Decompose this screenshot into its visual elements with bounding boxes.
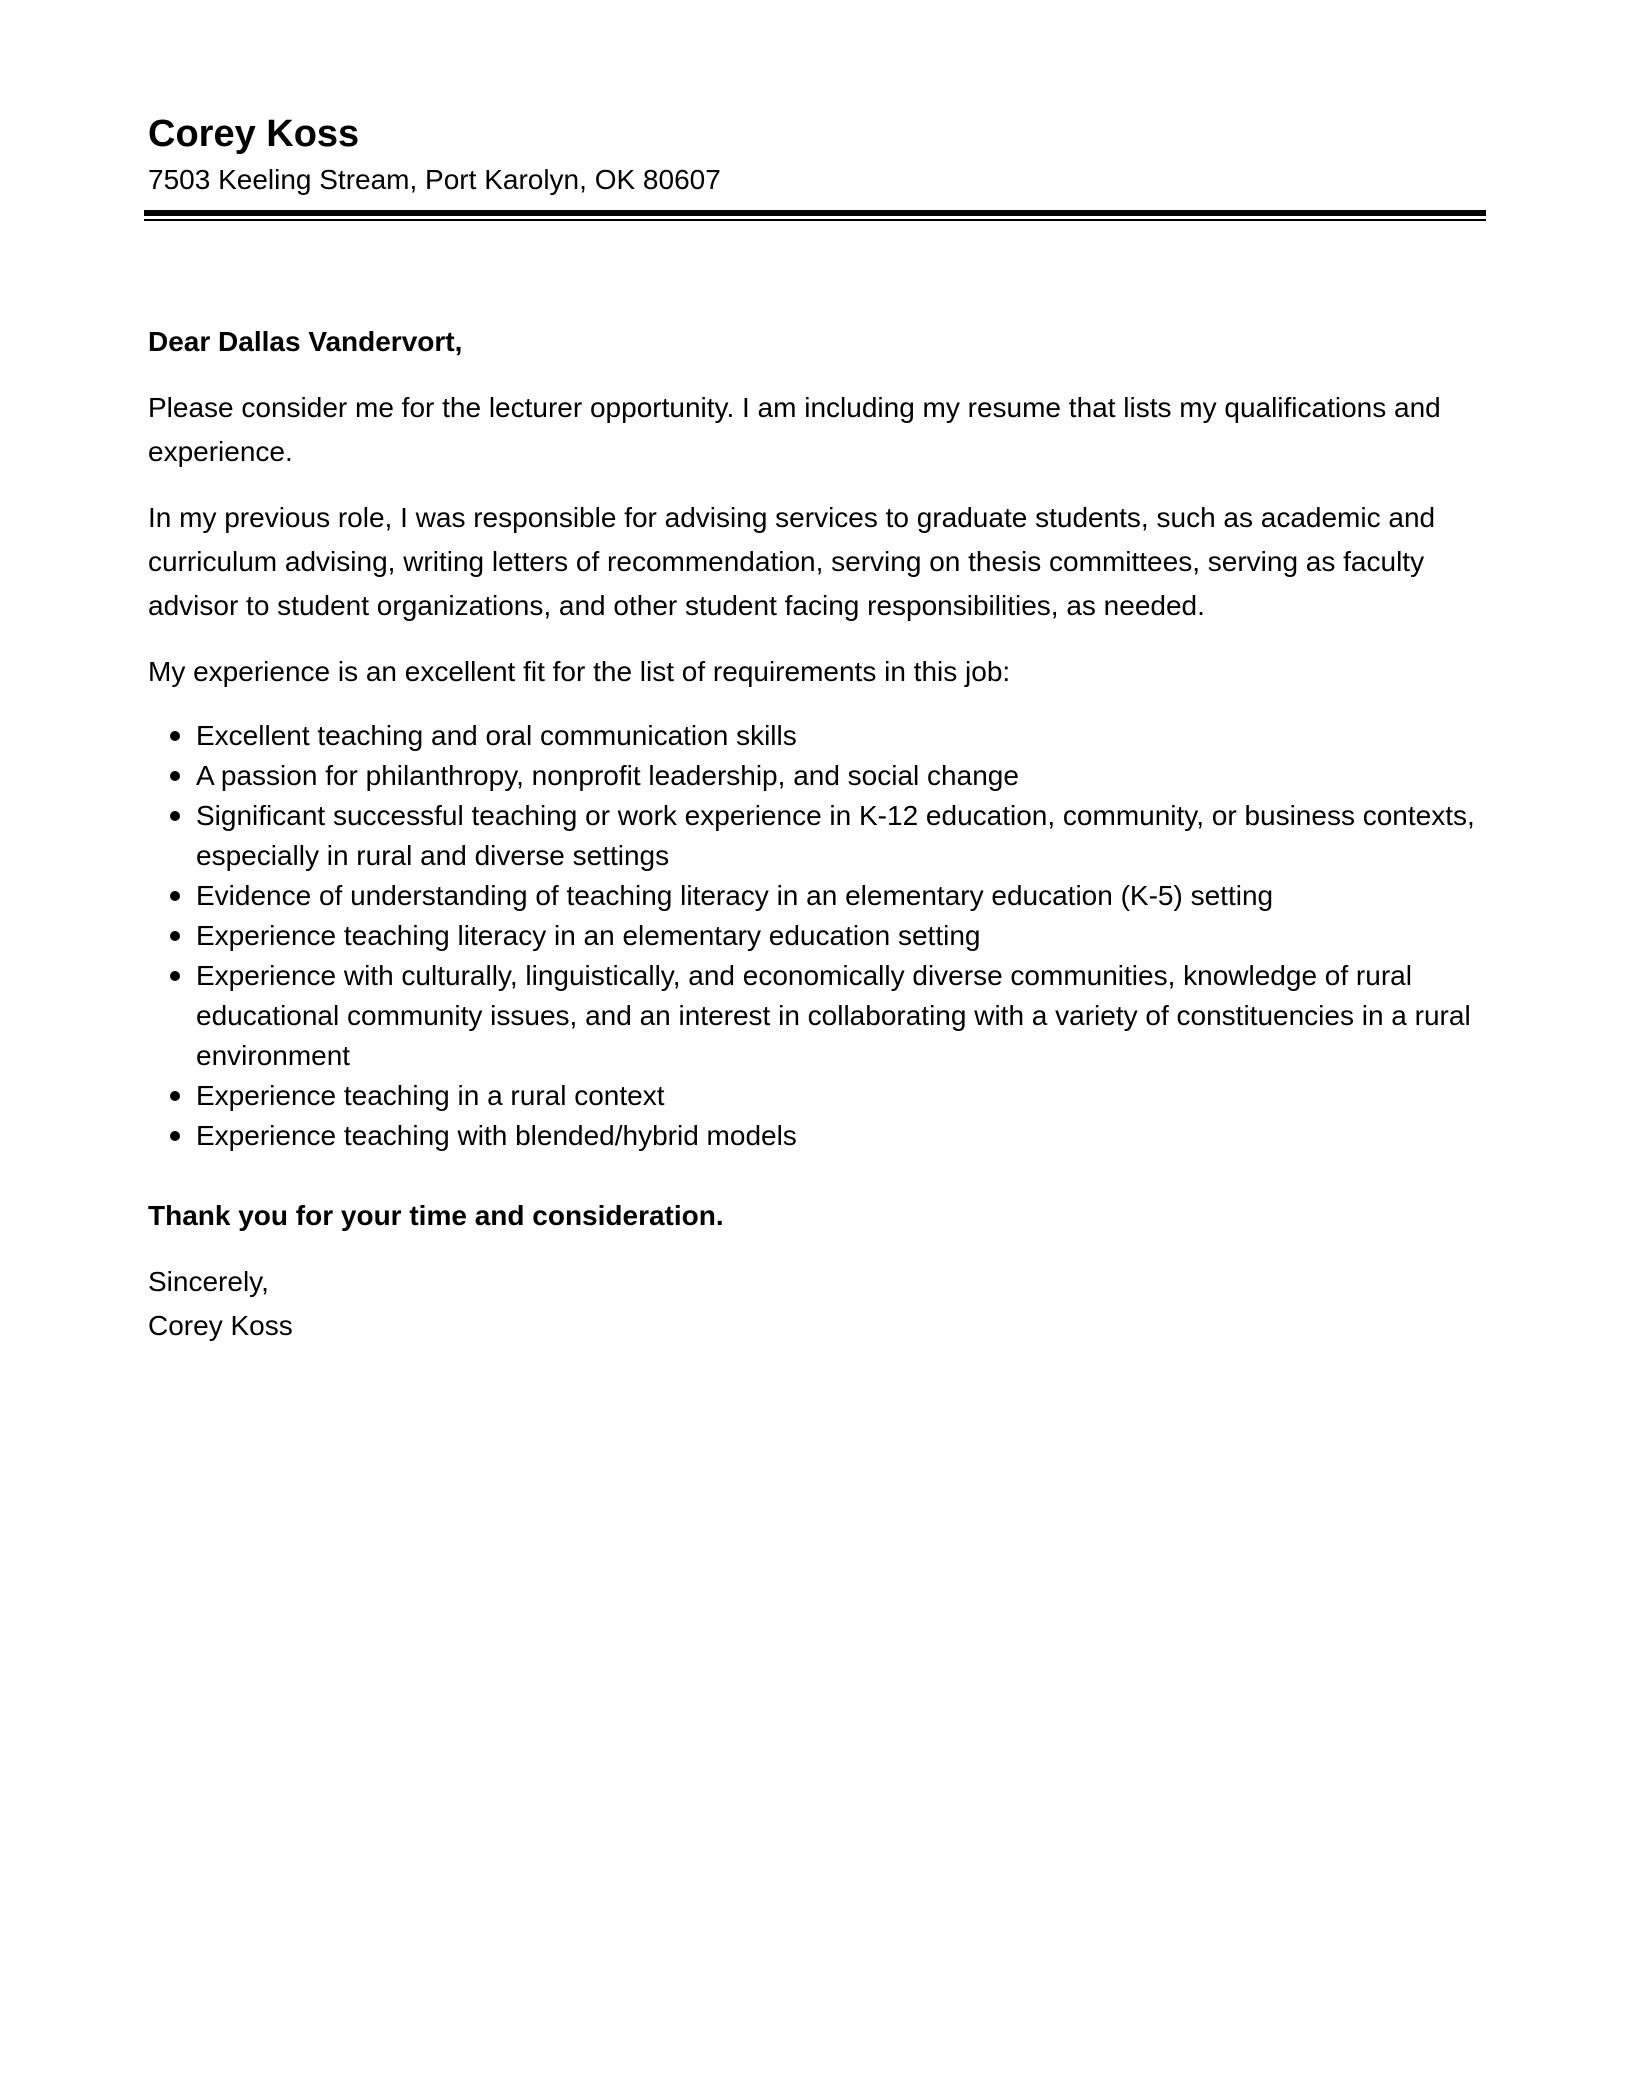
signature-name: Corey Koss — [148, 1310, 293, 1341]
bullet-icon — [170, 971, 180, 981]
list-item-text: Significant successful teaching or work experience in K-12 education, community, or business contexts, especially in rural and diverse settings — [196, 800, 1475, 871]
thanks-line: Thank you for your time and consideration. — [148, 1200, 724, 1231]
header-divider — [144, 210, 1486, 222]
bullet-icon — [170, 931, 180, 941]
bullet-icon — [170, 891, 180, 901]
list-item — [148, 716, 1493, 756]
list-item — [148, 756, 1493, 796]
bullet-icon — [170, 1091, 180, 1101]
letter-body — [148, 320, 1493, 1348]
bullet-icon — [170, 1131, 180, 1141]
paragraph-previous-role: In my previous role, I was responsible for advising services to graduate students, such as academic and curriculum advising, writing letters of recommendation, serving on thesis committees, serving as faculty advisor to student organizations, and other student facing responsibilities, as needed. — [148, 502, 1436, 621]
list-item-text: Experience with culturally, linguistically, and economically diverse communities, knowledge of rural educational community issues, and an interest in collaborating with a variety of constituencies in a rural environment — [196, 960, 1471, 1071]
divider-thin-line — [144, 219, 1486, 221]
list-item-text: Experience teaching in a rural context — [196, 1080, 665, 1111]
letterhead — [148, 108, 1488, 200]
list-item-text: Evidence of understanding of teaching literacy in an elementary education (K-5) setting — [196, 880, 1274, 911]
list-item-text: A passion for philanthropy, nonprofit leadership, and social change — [196, 760, 1019, 791]
list-item — [148, 1116, 1493, 1156]
sender-address: 7503 Keeling Stream, Port Karolyn, OK 80607 — [148, 164, 721, 195]
list-item — [148, 916, 1493, 956]
list-item — [148, 1076, 1493, 1116]
list-item — [148, 876, 1493, 916]
divider-thick-line — [144, 210, 1486, 216]
salutation: Dear Dallas Vandervort, — [148, 326, 463, 357]
bullet-icon — [170, 731, 180, 741]
list-item-text: Experience teaching with blended/hybrid models — [196, 1120, 797, 1151]
paragraph-intro: Please consider me for the lecturer opportunity. I am including my resume that lists my qualifications and experience. — [148, 392, 1441, 467]
requirements-list — [148, 716, 1493, 1156]
bullet-icon — [170, 811, 180, 821]
paragraph-fit: My experience is an excellent fit for the list of requirements in this job: — [148, 656, 1011, 687]
bullet-icon — [170, 771, 180, 781]
sender-name: Corey Koss — [148, 113, 360, 155]
list-item — [148, 956, 1493, 1076]
closing: Sincerely, — [148, 1266, 269, 1297]
list-item-text: Experience teaching literacy in an elementary education setting — [196, 920, 981, 951]
list-item-text: Excellent teaching and oral communication skills — [196, 720, 797, 751]
list-item — [148, 796, 1493, 876]
